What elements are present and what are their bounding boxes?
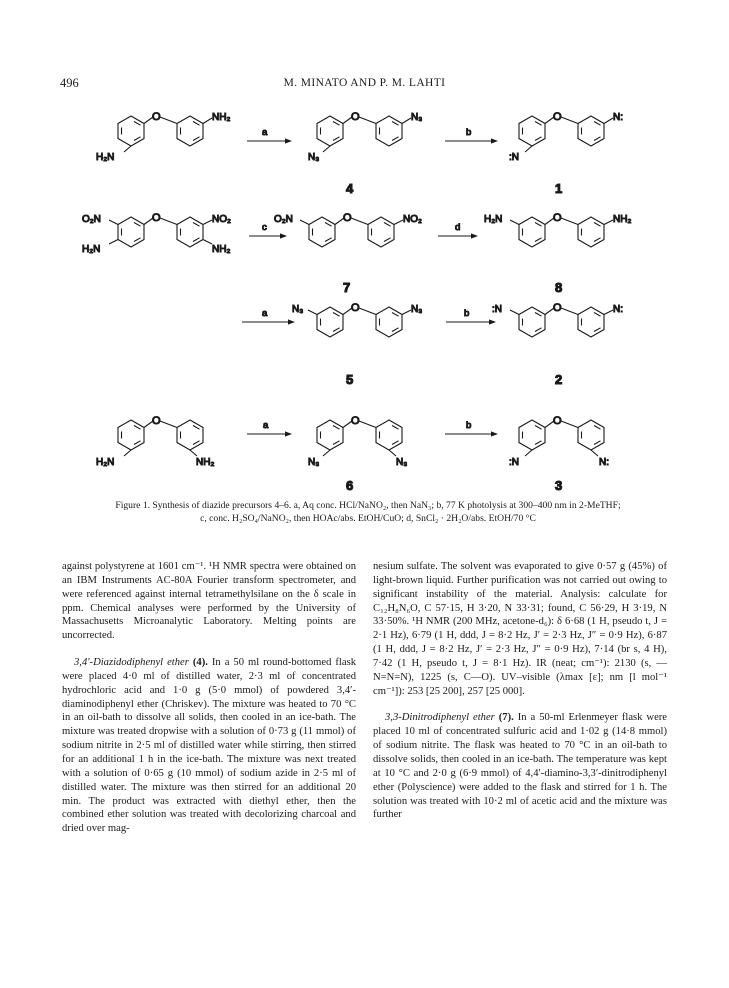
svg-text:b: b (466, 420, 472, 431)
body-paragraph: against polystyrene at 1601 cm⁻¹. ¹H NMR spectra were obtained on an IBM Instruments AC-80A Fourier transform spectrometer, and were referenced against internal tetramethylsilane on the δ scale in ppm. Chemical analyses were performed by the University of Massachusetts Microanalytic Laboratory. Melting points are uncorrected. (62, 561, 356, 642)
compound-number-4: 4 (346, 181, 354, 196)
page-number: 496 (60, 76, 79, 90)
nitrene-label: :N (509, 457, 519, 468)
ether-oxygen-label: O (152, 415, 161, 427)
structure-compound-5 (292, 302, 422, 337)
nitrene-label: N: (613, 112, 623, 123)
svg-text:d: d (455, 222, 461, 233)
ether-oxygen-label: O (152, 212, 161, 224)
nitrene-label: N: (599, 457, 609, 468)
compound-number-1: 1 (555, 181, 563, 196)
experimental-paragraph (373, 711, 667, 822)
amino-label: H₂N (484, 214, 503, 225)
compound-number-8: 8 (555, 280, 563, 295)
reaction-arrow-b (446, 308, 496, 325)
amino-label: H₂N (82, 244, 101, 255)
nitro-label: NO₂ (403, 214, 422, 225)
compound-number-3: 3 (555, 478, 563, 493)
svg-text:a: a (262, 308, 268, 319)
structure-diamino-dinitro-ether (82, 212, 231, 255)
reaction-arrow-d (438, 222, 478, 239)
amino-label: NH₂ (196, 457, 215, 468)
ether-oxygen-label: O (351, 302, 360, 314)
compound-heading: 3,3-Dinitrodiphenyl ether (385, 712, 495, 724)
reaction-arrow-b (445, 127, 498, 144)
amino-label: H₂N (96, 457, 115, 468)
azide-label: N₃ (396, 457, 408, 468)
ether-oxygen-label: O (553, 111, 562, 123)
paragraph-body: In a 50 ml round-bottomed flask were placed 4·0 ml of distilled water, 2·3 ml of concentrated hydrochloric acid and 1·0 g (5·0 mmol) of powdered 3,4′-diaminodiphenyl ether (Chriskev). The mixture was heated to 70 °C in an oil-bath to dissolve all solids, then cooled in an ice-bath. The mixture was treated dropwise with a solution of 0·73 g (11 mmol) of sodium nitrite in 2·5 ml of distilled water while stirring, then stirred for an additional 1 h in the ice-bath. The mixture was next treated with a solution of 0·65 g (10 mmol) of sodium azide in 2·5 ml of distilled water. The mixture was then stirred for an additional 20 min. The product was extracted with diethyl ether, then the combined ether solution was treated with decolorizing charcoal and dried over mag- (62, 657, 356, 835)
azide-label: N₃ (411, 304, 423, 315)
structure-diamine-3-4 (96, 111, 230, 163)
structure-compound-3 (509, 415, 609, 468)
structure-compound-4 (308, 111, 422, 163)
azide-label: N₃ (308, 457, 320, 468)
body-paragraph: nesium sulfate. The solvent was evaporated to give 0·57 g (45%) of light-brown liquid. Further purification was not carried out owing to significant instability of the material. Analysis: calculate for C₁₂H₈N₆O, C 57·15, H 3·20, N 33·31; found, C 56·29, H 3·19, N 33·50%. ¹H NMR (200 MHz, acetone-d₆): δ 6·68 (1 H, pseudo t, J = 2·1 Hz), 6·79 (1 H, ddd, J = 8·2 Hz, J′ = 2·3 Hz, J″ = 0·9 Hz), 6·87 (1 H, ddd, J = 8·2 Hz, J′ = 2·3 Hz, J″ = 0·9 Hz), 7·14 (br s, 4 H), 7·42 (1 H, pseudo t, J = 8·1 Hz). IR (neat; cm⁻¹): 2130 (s, —N=N=N), 1225 (s, C—O). UV–visible (λmax [ε]; nm [l mol⁻¹ cm⁻¹]): 253 [25 200], 257 [25 000]. (373, 561, 667, 697)
experimental-paragraph (62, 656, 356, 836)
figure-caption-line: c, conc. H₂SO₄/NaNO₂, then HOAc/abs. EtOH/CuO; d, SnCl₂ · 2H₂O/abs. EtOH/70 °C (200, 512, 536, 524)
running-title: M. MINATO AND P. M. LAHTI (283, 77, 446, 89)
compound-number-6: 6 (346, 478, 354, 493)
ether-oxygen-label: O (351, 415, 360, 427)
svg-text:b: b (464, 308, 470, 319)
reaction-arrow-a (247, 127, 292, 144)
compound-number-ref: (4). (192, 657, 208, 669)
svg-text:a: a (262, 127, 268, 138)
structure-compound-1 (509, 111, 623, 163)
compound-number-5: 5 (346, 372, 354, 387)
left-text-column (62, 560, 356, 836)
structure-compound-8 (484, 212, 631, 247)
svg-text:c: c (262, 222, 267, 233)
svg-text:a: a (263, 420, 269, 431)
structure-diamine-4-4 (96, 415, 214, 468)
nitro-label: NO₂ (212, 214, 231, 225)
ether-oxygen-label: O (351, 111, 360, 123)
compound-number-2: 2 (555, 372, 563, 387)
nitro-label: O₂N (274, 214, 293, 225)
structure-compound-2 (492, 302, 623, 337)
nitrene-label: :N (509, 152, 519, 163)
ether-oxygen-label: O (152, 111, 161, 123)
compound-number-ref: (7). (498, 712, 514, 724)
ether-oxygen-label: O (553, 212, 562, 224)
ether-oxygen-label: O (553, 302, 562, 314)
ether-oxygen-label: O (553, 415, 562, 427)
nitrene-label: :N (492, 304, 502, 315)
compound-heading: 3,4′-Diazidodiphenyl ether (74, 657, 189, 669)
structure-compound-7 (274, 212, 422, 247)
nitrene-label: N: (613, 304, 623, 315)
azide-label: N₃ (292, 304, 304, 315)
azide-label: N₃ (411, 112, 423, 123)
amino-label: NH₂ (613, 214, 632, 225)
ether-oxygen-label: O (343, 212, 352, 224)
amino-label: H₂N (96, 152, 115, 163)
azide-label: N₃ (308, 152, 320, 163)
figure-caption (62, 500, 674, 525)
svg-text:b: b (466, 127, 472, 138)
amino-label: NH₂ (212, 244, 231, 255)
right-text-column (373, 560, 667, 822)
paragraph-body: In a 50-ml Erlenmeyer flask were placed 10 ml of concentrated sulfuric acid and 1·02 g (14·8 mmol) of sodium nitrite. The flask was heated to 70 °C in an oil-bath to dissolve solids, then cooled in an ice-bath. The temperature was kept at 10 °C and 2·0 g (6·9 mmol) of 4,4′-diamino-3,3′-dinitrodiphenyl ether (Polyscience) were added to the flask and stirred for 1 h. The solution was treated with 10·2 ml of acetic acid and the mixture was further (373, 712, 667, 821)
reaction-arrow-a (247, 420, 292, 437)
reaction-arrow-a (242, 308, 295, 325)
structure-compound-6 (308, 415, 407, 468)
amino-label: NH₂ (212, 112, 231, 123)
reaction-arrow-b (445, 420, 498, 437)
nitro-label: O₂N (82, 214, 101, 225)
figure-caption-line: Figure 1. Synthesis of diazide precursors 4–6. a, Aq conc. HCl/NaNO₂, then NaN₃; b, 77 K photolysis at 300–400 nm in 2-MeTHF; (115, 500, 621, 511)
compound-number-7: 7 (343, 280, 351, 295)
